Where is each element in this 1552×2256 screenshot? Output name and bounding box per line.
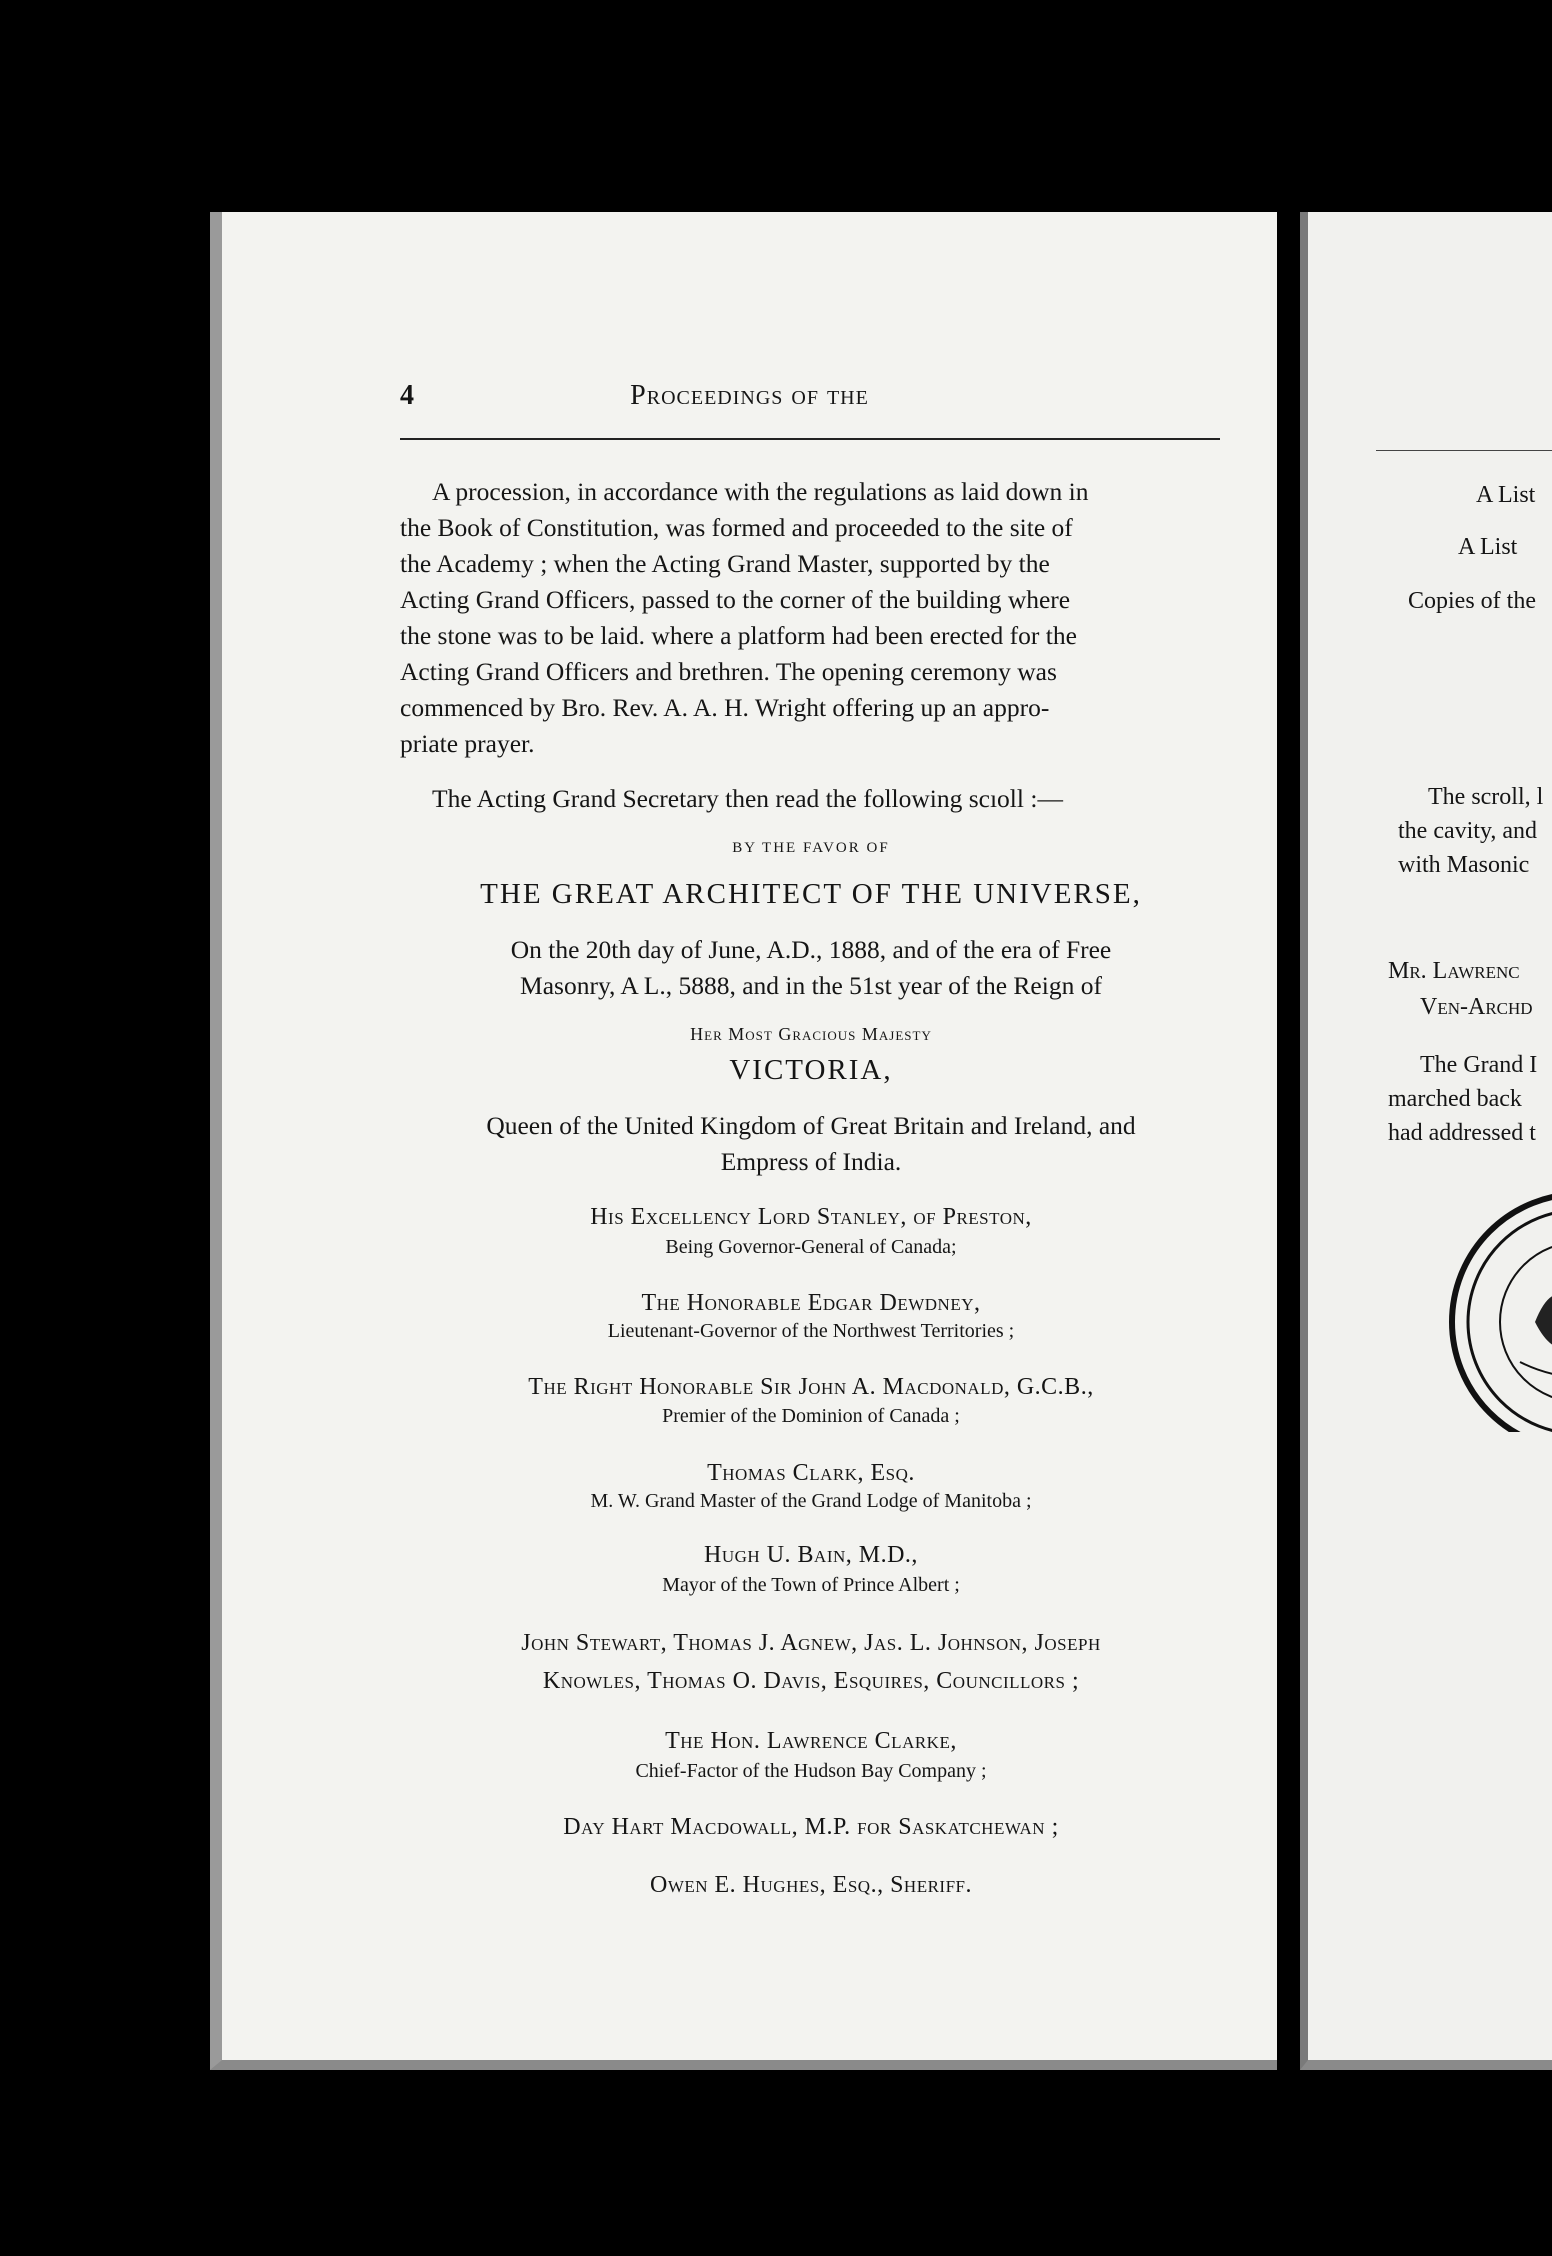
- right-line: A List: [1476, 482, 1536, 508]
- entry-title: Premier of the Dominion of Canada ;: [662, 1405, 960, 1427]
- paragraph-line: A procession, in accordance with the regulations as laid down in: [432, 477, 1089, 506]
- queen-line-2: Empress of India.: [720, 1147, 902, 1176]
- entry-name: The Right Honorable Sir John A. Macdonald, G.C.B.,: [528, 1374, 1094, 1400]
- entry-name: Thomas Clark, Esq.: [707, 1460, 915, 1486]
- right-line: had addressed t: [1388, 1120, 1536, 1146]
- paragraph-line: Acting Grand Officers, passed to the corner of the building where: [400, 585, 1071, 614]
- majesty: Her Most Gracious Majesty: [690, 1024, 932, 1044]
- paragraph-line: the Academy ; when the Acting Grand Master, supported by the: [400, 549, 1050, 578]
- great-architect: THE GREAT ARCHITECT OF THE UNIVERSE,: [480, 878, 1142, 910]
- queen-line-1: Queen of the United Kingdom of Great Britain and Ireland, and: [486, 1111, 1136, 1140]
- grand-lodge-seal-icon: [1380, 1172, 1552, 1432]
- victoria: VICTORIA,: [729, 1054, 893, 1086]
- right-line: the cavity, and: [1398, 818, 1538, 844]
- right-line: The scroll, l: [1428, 784, 1544, 810]
- page-number: 4: [400, 380, 414, 411]
- clarke-title: Chief-Factor of the Hudson Bay Company ;: [635, 1760, 987, 1782]
- paragraph-line: the Book of Constitution, was formed and proceeded to the site of: [400, 513, 1073, 542]
- paragraph-line: Acting Grand Officers and brethren. The opening ceremony was: [400, 657, 1057, 686]
- paragraph-line: priate prayer.: [400, 729, 535, 758]
- right-line: Copies of the: [1408, 588, 1536, 614]
- right-line: with Masonic: [1398, 852, 1530, 878]
- paragraph-line: commenced by Bro. Rev. A. A. H. Wright offering up an appro-: [400, 693, 1050, 722]
- entry-name: His Excellency Lord Stanley, of Preston,: [590, 1204, 1032, 1230]
- header-rule: [1376, 450, 1552, 451]
- page-header: [222, 380, 1277, 420]
- right-line: The Grand I: [1420, 1052, 1538, 1078]
- councillors-line-2: Knowles, Thomas O. Davis, Esquires, Councillors ;: [542, 1668, 1080, 1694]
- entry-name: Hugh U. Bain, M.D.,: [704, 1542, 918, 1568]
- entry-title: Mayor of the Town of Prince Albert ;: [662, 1574, 960, 1596]
- councillors-line-1: John Stewart, Thomas J. Agnew, Jas. L. Johnson, Joseph: [521, 1630, 1101, 1656]
- right-line: Mr. Lawrenc: [1388, 958, 1520, 984]
- secretary-paragraph: The Acting Grand Secretary then read the following scıoll :—: [432, 784, 1063, 813]
- macdowall-line: Day Hart Macdowall, M.P. for Saskatchewan ;: [563, 1814, 1059, 1840]
- entry-name: The Honorable Edgar Dewdney,: [641, 1290, 981, 1316]
- right-line: marched back: [1388, 1086, 1522, 1112]
- entry-title: M. W. Grand Master of the Grand Lodge of Manitoba ;: [590, 1490, 1032, 1512]
- clarke-name: The Hon. Lawrence Clarke,: [665, 1728, 957, 1754]
- entry-title: Lieutenant-Governor of the Northwest Territories ;: [607, 1320, 1015, 1342]
- date-line-1: On the 20th day of June, A.D., 1888, and of the era of Free: [510, 935, 1112, 964]
- paragraph-line: the stone was to be laid. where a platform had been erected for the: [400, 621, 1077, 650]
- right-line: Ven-Archd: [1420, 994, 1533, 1020]
- date-line-2: Masonry, A L., 5888, and in the 51st year of the Reign of: [520, 971, 1102, 1000]
- entry-title: Being Governor-General of Canada;: [665, 1236, 957, 1258]
- header-rule: [400, 438, 1220, 440]
- by-the-favor: BY THE FAVOR OF: [732, 840, 890, 856]
- right-line: A List: [1458, 534, 1518, 560]
- right-page: [1300, 212, 1552, 2070]
- hughes-line: Owen E. Hughes, Esq., Sheriff.: [649, 1872, 972, 1898]
- left-page: [210, 212, 1277, 2070]
- procession-paragraph: [400, 474, 1222, 762]
- running-head: Proceedings of the: [630, 380, 869, 411]
